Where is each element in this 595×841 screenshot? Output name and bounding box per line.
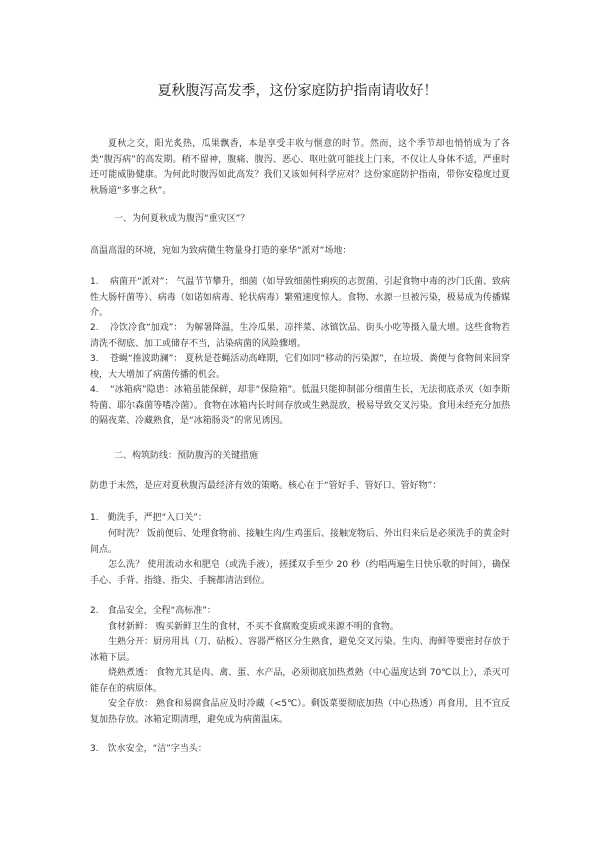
section2-item2-cook: 烧熟煮透： 食物尤其是肉、禽、蛋、水产品，必须彻底加热煮熟（中心温度达到 70℃以上），杀灭可能存在的病原体。: [90, 668, 510, 694]
section2-lead: 防患于未然，是应对夏秋腹泻最经济有效的策略。核心在于“管好手、管好口、管好物”：: [90, 481, 442, 491]
section2-item2-store: 安全存放： 熟食和易腐食品应及时冷藏（<5℃）。剩饭菜要彻底加热（中心热透）再食用，且不宜反复加热存放。冰箱定期清理，避免成为病菌温床。: [90, 699, 510, 725]
section2-item1-when: 何时洗？ 饭前便后、处理食物前、接触生肉/生鸡蛋后、接触宠物后、外出归来后是必须洗手的黄金时间点。: [90, 529, 510, 555]
section2-item2-title: 2. 食品安全，全程“高标准”：: [90, 606, 216, 616]
item-number: 4.: [90, 385, 99, 395]
section1-item-3: [90, 352, 510, 383]
item-number: 3.: [90, 354, 99, 364]
section1-item-2: [90, 321, 510, 352]
section1-lead: 高温高湿的环境，宛如为致病微生物量身打造的豪华“派对”场地：: [90, 246, 352, 256]
section2-item2-fresh: 食材新鲜： 购买新鲜卫生的食材，不买不食腐败变质或来源不明的食物。: [108, 622, 399, 632]
section2-item3-title: 3. 饮水安全，“洁”字当头：: [90, 744, 207, 754]
section2-item2-split: 生熟分开：厨房用具（刀、砧板）、容器严格区分生熟食，避免交叉污染。生肉、海鲜等要密封存放于冰箱下层。: [90, 637, 510, 663]
section1-heading: 一、为何夏秋成为腹泻“重灾区”？: [114, 214, 250, 224]
section2-item1-how: 怎么洗？ 使用流动水和肥皂（或洗手液），搓揉双手至少 20 秒（约唱两遍生日快乐歌的时间），确保手心、手背、指缝、指尖、手腕都清洁到位。: [90, 560, 510, 586]
page-title: 夏秋腹泻高发季，这份家庭防护指南请收好！: [157, 83, 438, 99]
item-text: 冷饮冷食“加戏”： 为解暑降温，生冷瓜果、凉拌菜、冰镇饮品、街头小吃等摄入量大增。这些食物若清洗不彻底、加工或储存不当，沾染病菌的风险骤增。: [90, 323, 510, 349]
item-number: 2.: [90, 323, 99, 333]
item-text: 苍蝇“推波助澜”： 夏秋是苍蝇活动高峰期，它们如同“移动的污染源”，在垃圾、粪便与食物间来回穿梭，大大增加了病菌传播的机会。: [90, 354, 510, 380]
section1-item-1: [90, 275, 510, 322]
section2-heading: 二、构筑防线：预防腹泻的关键措施: [114, 451, 259, 461]
item-text: “冰箱病”隐患：冰箱虽能保鲜，却非“保险箱”。低温只能抑制部分细菌生长，无法彻底杀灭（如李斯特菌、耶尔森菌等嗜冷菌）。食物在冰箱内长时间存放或生熟混放，极易导致交叉污染。食用未经充分加热的隔夜菜、冷藏熟食，是“冰箱肠炎”的常见诱因。: [90, 385, 510, 426]
item-text: 病菌开“派对”： 气温节节攀升，细菌（如导致细菌性痢疾的志贺菌、引起食物中毒的沙门氏菌、致病性大肠杆菌等）、病毒（如诺如病毒、轮状病毒）繁殖速度惊人。食物、水源一旦被污染，极易成为传播媒介。: [90, 277, 510, 318]
section2-item1-title: 1. 勤洗手，严把“入口关”：: [90, 513, 207, 523]
section1-item-4: [90, 383, 510, 430]
intro-paragraph: 夏秋之交，阳光炙热，瓜果飘香，本是享受丰收与惬意的时节。然而，这个季节却也悄悄成为了各类“腹泻病”的高发期。稍不留神，腹痛、腹泻、恶心、呕吐就可能找上门来，不仅让人身体不适，严重时还可能威胁健康。为何此时腹泻如此高发？我们又该如何科学应对？这份家庭防护指南，带你安稳度过夏秋肠道“多事之秋”。: [90, 139, 510, 196]
item-number: 1.: [90, 277, 99, 287]
